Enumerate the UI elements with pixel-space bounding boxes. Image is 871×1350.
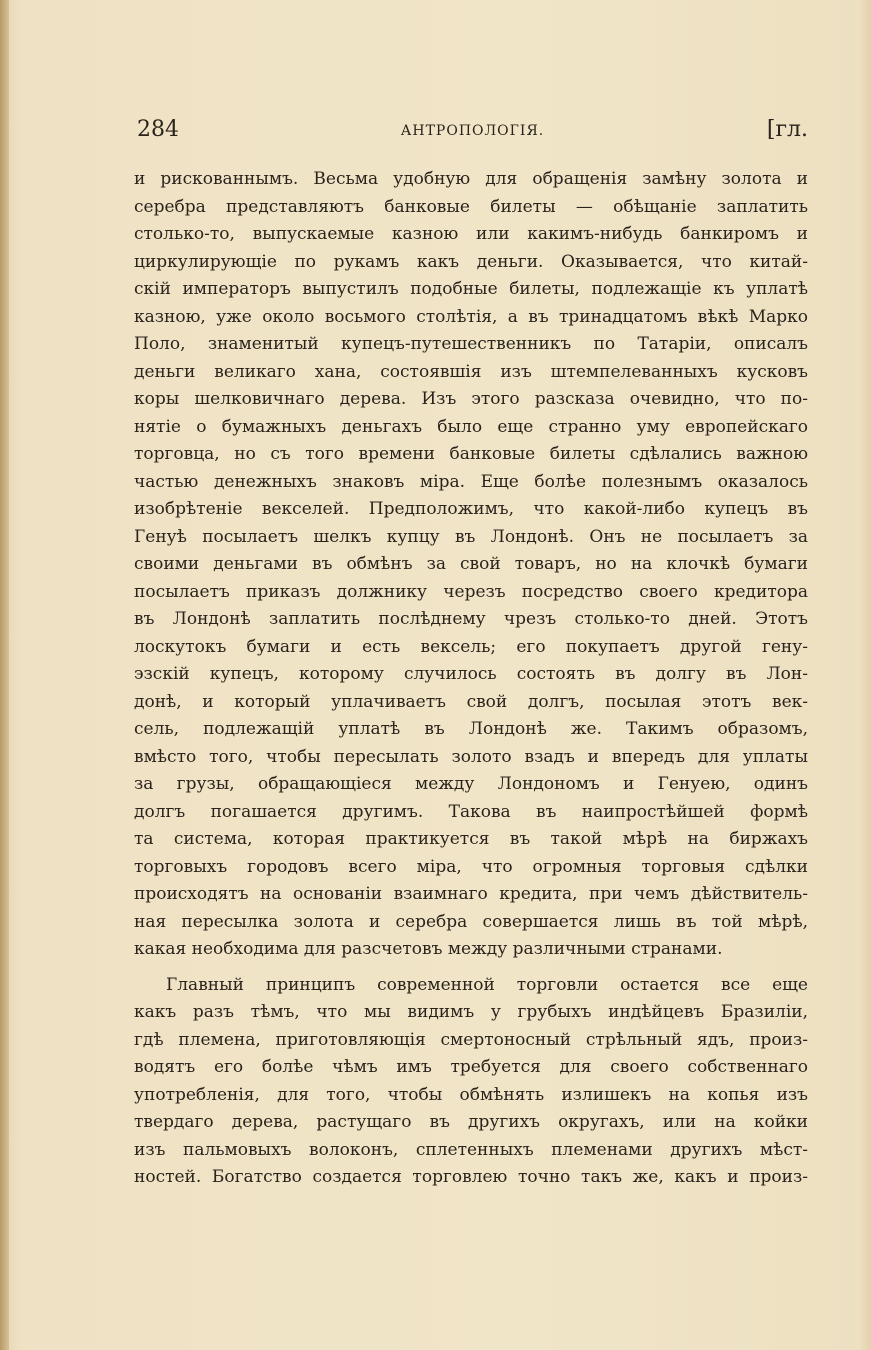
- text-line: та система, которая практикуется въ такой мѣрѣ на биржахъ: [134, 829, 808, 849]
- text-line: казною, уже около восьмого столѣтія, а въ тринадцатомъ вѣкѣ Марко: [134, 306, 808, 327]
- text-line: изобрѣтеніе векселей. Предположимъ, что какой-либо купецъ въ: [134, 499, 808, 519]
- page-gutter-shadow: [0, 0, 9, 1350]
- text-line: ностей. Богатство создается торговлею точно такъ же, какъ и произ-: [134, 1167, 808, 1187]
- paragraph-1: [134, 166, 808, 964]
- text-line: гдѣ племена, приготовляющія смертоносный стрѣльный ядъ, произ-: [134, 1029, 808, 1050]
- text-line: происходятъ на основаніи взаимнаго кредита, при чемъ дѣйствитель-: [134, 884, 808, 904]
- paragraph-gap: [134, 964, 808, 972]
- page-edge-shadow: [857, 0, 871, 1350]
- text-line: частью денежныхъ знаковъ міра. Еще болѣе полезнымъ оказалось: [134, 471, 808, 492]
- text-line: скій императоръ выпустилъ подобные билеты, подлежащіе къ уплатѣ: [134, 279, 808, 299]
- text-line: донѣ, и который уплачиваетъ свой долгъ, посылая этотъ век-: [134, 691, 808, 712]
- text-line: водятъ его болѣе чѣмъ имъ требуется для своего собственнаго: [134, 1057, 808, 1077]
- text-line: твердаго дерева, растущаго въ другихъ округахъ, или на койки: [134, 1112, 808, 1132]
- chapter-marker: [гл.: [766, 117, 808, 142]
- text-line: употребленія, для того, чтобы обмѣнять излишекъ на копья изъ: [134, 1084, 808, 1105]
- text-line: ная пересылка золота и серебра совершается лишь въ той мѣрѣ,: [134, 911, 808, 932]
- page-number: 284: [137, 117, 179, 142]
- text-line: сель, подлежащій уплатѣ въ Лондонѣ же. Такимъ образомъ,: [134, 719, 808, 739]
- text-line: какая необходима для разсчетовъ между различными странами.: [134, 939, 723, 959]
- text-line: за грузы, обращающіеся между Лондономъ и Генуею, одинъ: [134, 774, 808, 794]
- text-line: эзскій купецъ, которому случилось состоять въ долгу въ Лон-: [134, 664, 808, 684]
- text-line: нятіе о бумажныхъ деньгахъ было еще странно уму европейскаго: [134, 416, 808, 437]
- page-header: [137, 117, 808, 153]
- text-line: торговца, но съ того времени банковые билеты сдѣлались важною: [134, 444, 808, 464]
- text-line: Генуѣ посылаетъ шелкъ купцу въ Лондонѣ. Онъ не посылаетъ за: [134, 526, 808, 547]
- running-title: АНТРОПОЛОГІЯ.: [400, 123, 545, 139]
- text-line: и рискованнымъ. Весьма удобную для обращенія замѣну золота и: [134, 169, 808, 189]
- text-line: столько-то, выпускаемые казною или какимъ-нибудь банкиромъ и: [134, 224, 808, 244]
- text-line: своими деньгами въ обмѣнъ за свой товаръ, но на клочкѣ бумаги: [134, 554, 808, 574]
- text-line: какъ разъ тѣмъ, что мы видимъ у грубыхъ индѣйцевъ Бразиліи,: [134, 1002, 808, 1022]
- text-line: вмѣсто того, чтобы пересылать золото взадъ и впередъ для уплаты: [134, 746, 808, 767]
- text-line: Поло, знаменитый купецъ-путешественникъ по Татаріи, описалъ: [134, 334, 808, 354]
- body-text: [134, 166, 808, 1192]
- text-line: торговыхъ городовъ всего міра, что огромныя торговыя сдѣлки: [134, 856, 808, 877]
- text-line: Главный принципъ современной торговли остается все еще: [166, 974, 808, 995]
- text-line: серебра представляютъ банковые билеты — обѣщаніе заплатить: [134, 196, 808, 217]
- text-line: въ Лондонѣ заплатить послѣднему чрезъ столько-то дней. Этотъ: [134, 609, 808, 629]
- text-line: циркулирующіе по рукамъ какъ деньги. Оказывается, что китай-: [134, 251, 808, 272]
- text-line: посылаетъ приказъ должнику черезъ посредство своего кредитора: [134, 581, 808, 602]
- text-line: коры шелковичнаго дерева. Изъ этого разсказа очевидно, что по-: [134, 389, 808, 409]
- text-line: лоскутокъ бумаги и есть вексель; его покупаетъ другой гену-: [134, 636, 808, 657]
- paragraph-2: [134, 972, 808, 1192]
- text-line: изъ пальмовыхъ волоконъ, сплетенныхъ племенами другихъ мѣст-: [134, 1139, 808, 1160]
- text-line: долгъ погашается другимъ. Такова въ наипростѣйшей формѣ: [134, 801, 808, 822]
- text-line: деньги великаго хана, состоявшія изъ штемпелеванныхъ кусковъ: [134, 361, 808, 382]
